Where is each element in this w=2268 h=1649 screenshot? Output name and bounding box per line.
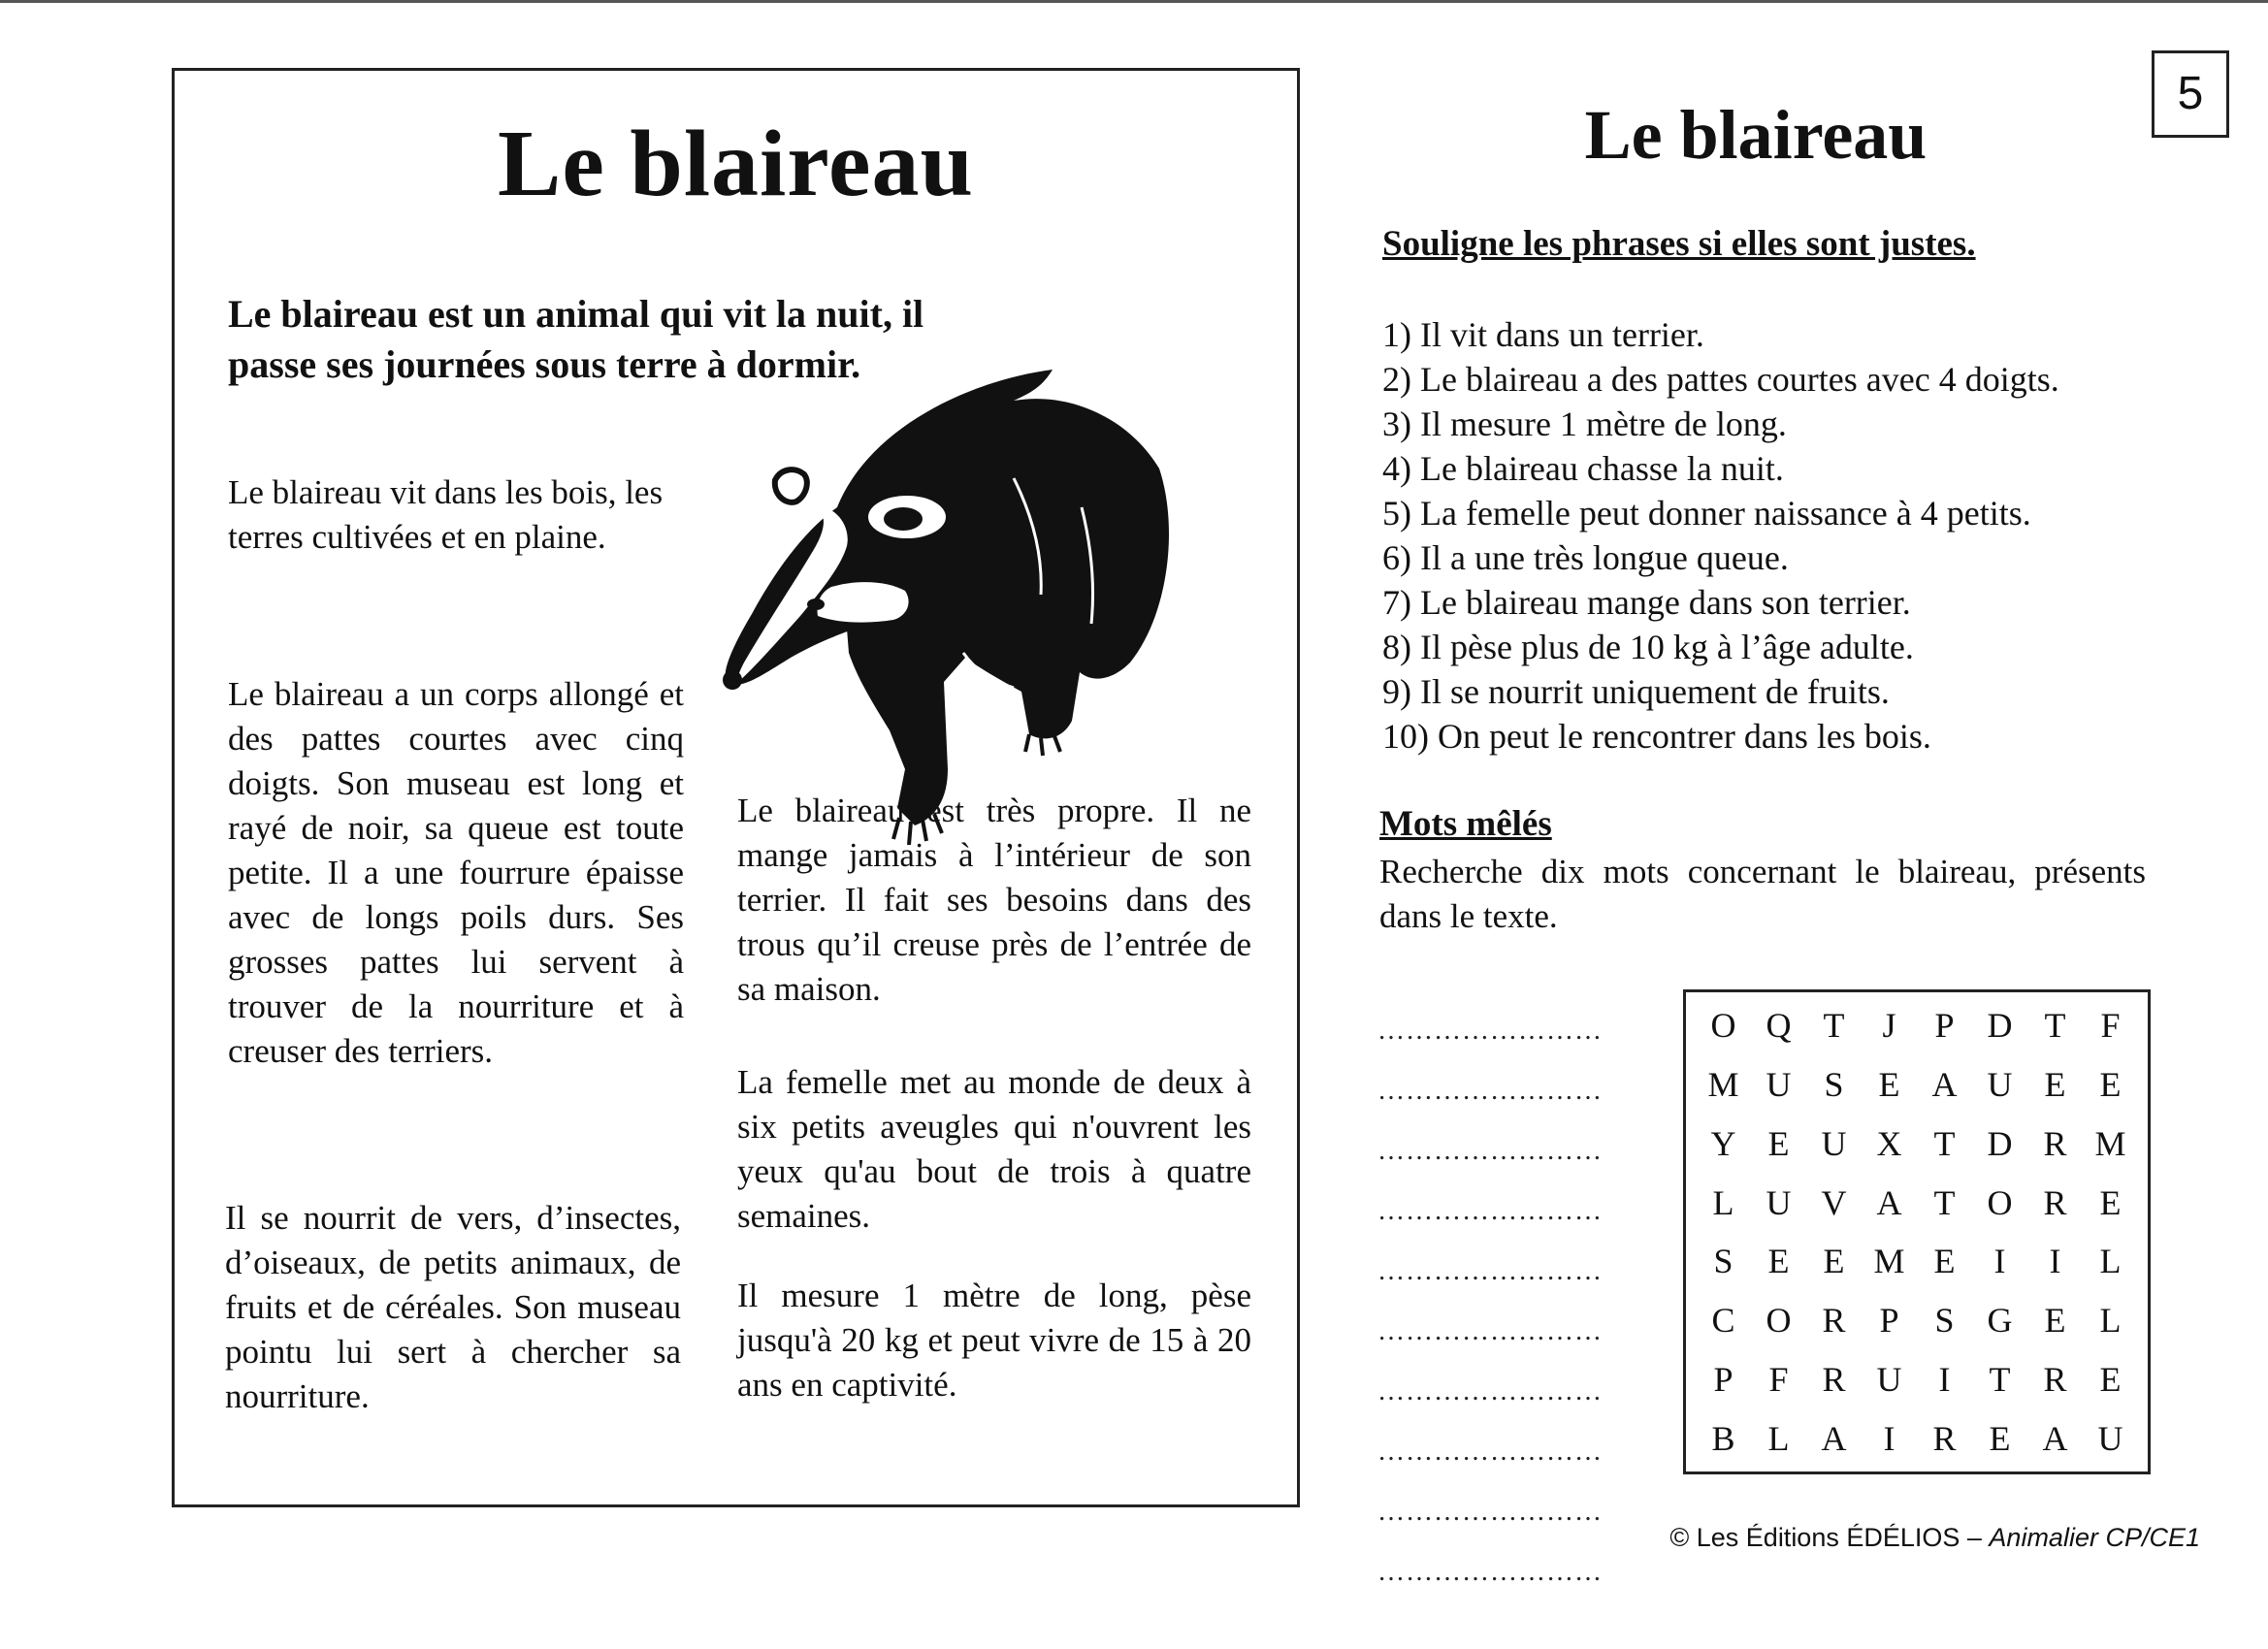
grid-letter[interactable]: R (1822, 1359, 1846, 1399)
exercise-title: Le blaireau (1584, 96, 1928, 174)
answer-line[interactable]: …………………… (1377, 1136, 1603, 1166)
grid-letter[interactable]: X (1876, 1123, 1902, 1163)
grid-letter[interactable]: U (1821, 1123, 1847, 1163)
grid-letter[interactable]: T (1933, 1123, 1956, 1163)
grid-letter[interactable]: E (1767, 1123, 1790, 1163)
grid-letter[interactable]: M (1707, 1065, 1739, 1105)
grid-letter[interactable]: D (1987, 1006, 2013, 1046)
answer-line[interactable]: …………………… (1377, 1196, 1603, 1226)
grid-letter[interactable]: F (1768, 1359, 1789, 1399)
answer-line[interactable]: …………………… (1377, 1016, 1603, 1046)
grid-letter[interactable]: C (1711, 1301, 1735, 1341)
grid-letter[interactable]: S (1934, 1301, 1955, 1341)
grid-letter[interactable]: S (1824, 1065, 1844, 1105)
word-search-title: Mots mêlés (1379, 804, 1552, 844)
grid-letter[interactable]: U (1766, 1065, 1792, 1105)
grid-letter[interactable]: U (2097, 1418, 2123, 1458)
grid-letter[interactable]: M (2094, 1123, 2126, 1163)
grid-letter[interactable]: P (1713, 1359, 1733, 1399)
grid-letter[interactable]: I (1883, 1418, 1895, 1458)
question-item: 5) La femelle peut donner naissance à 4 petits. (1382, 494, 2031, 533)
grid-letter[interactable]: B (1711, 1418, 1735, 1458)
grid-letter[interactable]: E (1933, 1242, 1956, 1281)
grid-letter[interactable]: L (2099, 1242, 2122, 1281)
grid-letter[interactable]: A (1931, 1065, 1958, 1105)
habitat-paragraph: Le blaireau vit dans les bois, les terres cultivées et en plaine. (228, 473, 664, 556)
grid-letter[interactable]: A (1876, 1182, 1902, 1222)
grid-letter[interactable]: T (1823, 1006, 1845, 1046)
grid-letter[interactable]: O (1710, 1006, 1736, 1046)
true-false-list (1382, 312, 2178, 759)
grid-letter[interactable]: Y (1710, 1123, 1736, 1163)
grid-letter[interactable]: T (1933, 1182, 1956, 1222)
grid-letter[interactable]: U (1766, 1182, 1792, 1222)
answer-line[interactable]: …………………… (1377, 1076, 1603, 1106)
answer-line[interactable]: …………………… (1377, 1256, 1603, 1286)
question-item: 10) On peut le rencontrer dans les bois. (1382, 717, 1931, 756)
grid-letter[interactable]: E (1823, 1242, 1845, 1281)
question-item: 2) Le blaireau a des pattes courtes avec 4 doigts. (1382, 360, 2059, 399)
series-text: Animalier CP/CE1 (1989, 1523, 2200, 1552)
answer-line[interactable]: …………………… (1377, 1497, 1603, 1527)
grid-letter[interactable]: T (1989, 1359, 2011, 1399)
grid-letter[interactable]: L (1712, 1182, 1734, 1222)
reading-title: Le blaireau (497, 112, 975, 216)
grid-letter[interactable]: L (2099, 1301, 2122, 1341)
grid-letter[interactable]: T (2044, 1006, 2066, 1046)
grid-letter[interactable]: V (1821, 1182, 1847, 1222)
grid-letter[interactable]: L (1767, 1418, 1790, 1458)
copyright-credit (1669, 1523, 2200, 1553)
grid-letter[interactable]: A (2042, 1418, 2068, 1458)
grid-letter[interactable]: U (1876, 1359, 1902, 1399)
answer-line[interactable]: …………………… (1377, 1557, 1603, 1587)
word-search-instruction: Recherche dix mots concernant le blaireau, présents dans le texte. (1379, 853, 2146, 935)
grid-letter[interactable]: O (1766, 1301, 1792, 1341)
grid-letter[interactable]: R (2043, 1182, 2067, 1222)
reproduction-paragraph: La femelle met au monde de deux à six petits aveugles qui n'ouvrent les yeux qu'au bout de trois à quatre semaines. (737, 1063, 1251, 1235)
grid-letter[interactable]: E (1767, 1242, 1790, 1281)
grid-letter[interactable]: R (2043, 1359, 2067, 1399)
grid-letter[interactable]: G (1987, 1301, 2013, 1341)
answer-line[interactable]: …………………… (1377, 1316, 1603, 1346)
intro-text: Le blaireau est un animal qui vit la nuit, il passe ses journées sous terre à dormir. (228, 292, 924, 386)
answer-line[interactable]: …………………… (1377, 1376, 1603, 1406)
grid-letter[interactable]: R (1932, 1418, 1957, 1458)
grid-letter[interactable]: I (1938, 1359, 1951, 1399)
cleanliness-paragraph: Le blaireau est très propre. Il ne mange jamais à l’intérieur de son terrier. Il fait ses besoins dans des trous qu’il creuse près de l’entrée de sa maison. (737, 792, 1251, 1008)
publisher-text: © Les Éditions ÉDÉLIOS – (1669, 1523, 1990, 1552)
grid-letter[interactable]: E (1878, 1065, 1900, 1105)
grid-letter[interactable]: P (1934, 1006, 1955, 1046)
question-item: 9) Il se nourrit uniquement de fruits. (1382, 672, 1890, 711)
grid-letter[interactable]: E (1989, 1418, 2011, 1458)
exercise-instruction: Souligne les phrases si elles sont justes. (1382, 224, 1976, 264)
grid-letter[interactable]: E (2099, 1182, 2122, 1222)
grid-letter[interactable]: Q (1766, 1006, 1792, 1046)
grid-letter[interactable]: U (1987, 1065, 2013, 1105)
description-paragraph: Le blaireau a un corps allongé et des pattes courtes avec cinq doigts. Son museau est long et rayé de noir, sa queue est toute petite. Il a une fourrure épaisse avec de longs poils durs. Ses grosses pattes lui servent à trouver de la nourriture et à creuser des terriers. (228, 675, 684, 1070)
reading-text-panel (172, 68, 1300, 1507)
question-item: 8) Il pèse plus de 10 kg à l’âge adulte. (1382, 628, 1914, 666)
grid-letter[interactable]: O (1987, 1182, 2013, 1222)
word-search-grid (1683, 989, 2151, 1474)
grid-letter[interactable]: A (1821, 1418, 1847, 1458)
question-item: 6) Il a une très longue queue. (1382, 538, 1789, 577)
answer-lines (1377, 1001, 1649, 1602)
answer-line[interactable]: …………………… (1377, 1437, 1603, 1467)
grid-letter[interactable]: D (1987, 1123, 2013, 1163)
grid-letter[interactable]: I (2049, 1242, 2061, 1281)
badger-illustration (723, 362, 1179, 857)
size-paragraph: Il mesure 1 mètre de long, pèse jusqu'à 20 kg et peut vivre de 15 à 20 ans en captivité. (737, 1277, 1251, 1404)
grid-letter[interactable]: E (2099, 1065, 2122, 1105)
grid-letter[interactable]: E (2044, 1065, 2066, 1105)
grid-letter[interactable]: R (2043, 1123, 2067, 1163)
grid-letter[interactable]: E (2044, 1301, 2066, 1341)
diet-paragraph: Il se nourrit de vers, d’insectes, d’oiseaux, de petits animaux, de fruits et de céréales. Son museau pointu lui sert à chercher sa nourriture. (225, 1199, 681, 1415)
question-item: 4) Le blaireau chasse la nuit. (1382, 449, 1784, 488)
question-item: 1) Il vit dans un terrier. (1382, 315, 1704, 354)
grid-letter[interactable]: P (1879, 1301, 1899, 1341)
grid-letter[interactable]: E (2099, 1359, 2122, 1399)
question-item: 7) Le blaireau mange dans son terrier. (1382, 583, 1911, 622)
question-item: 3) Il mesure 1 mètre de long. (1382, 404, 1787, 443)
page-number-box: 5 (2152, 50, 2229, 138)
grid-letter[interactable]: R (1822, 1301, 1846, 1341)
grid-letter[interactable]: M (1873, 1242, 1905, 1281)
grid-letter[interactable]: I (1993, 1242, 2006, 1281)
grid-letter[interactable]: S (1713, 1242, 1733, 1281)
top-border-line (0, 0, 2268, 3)
grid-letter[interactable]: J (1882, 1006, 1896, 1046)
grid-letter[interactable]: F (2100, 1006, 2121, 1046)
